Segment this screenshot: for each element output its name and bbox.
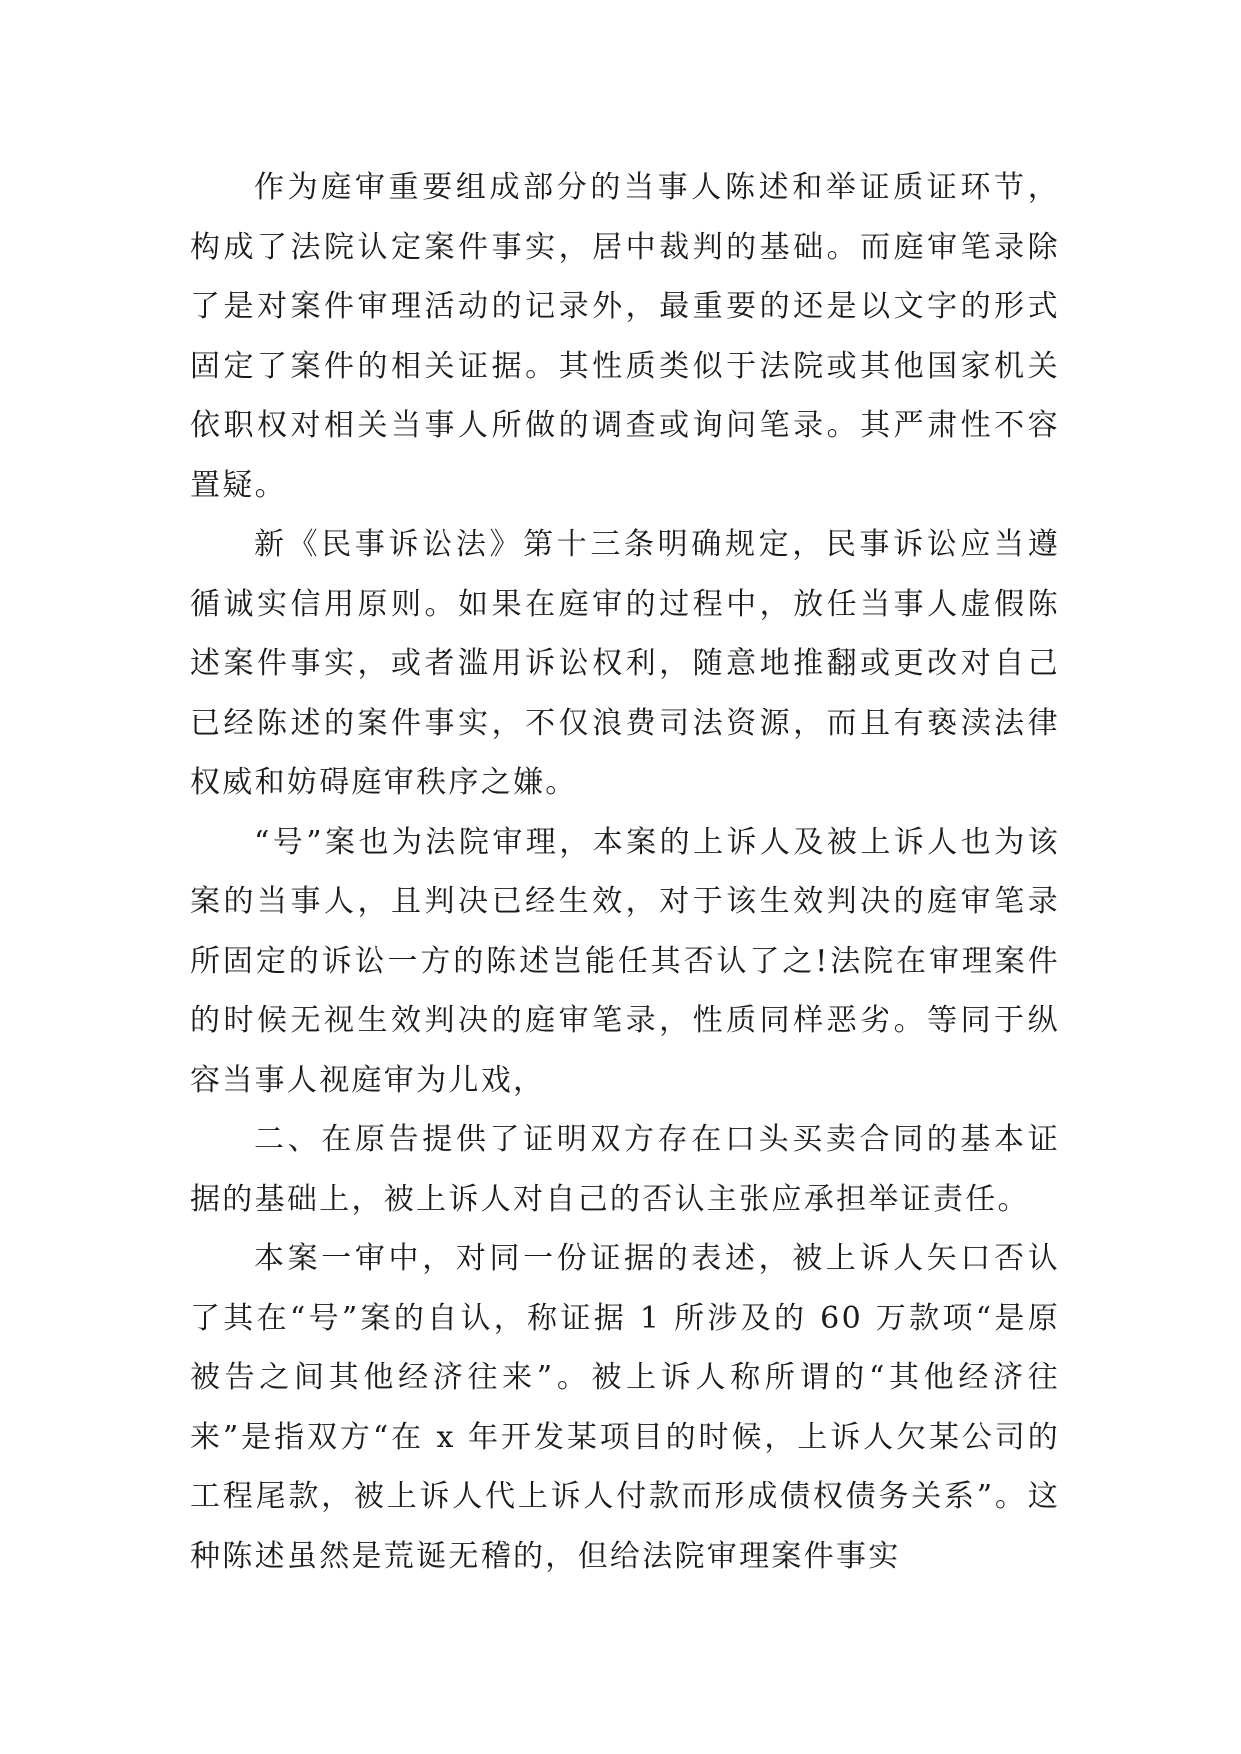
paragraph-civil-procedure-law: 新《民事诉讼法》第十三条明确规定，民事诉讼应当遵循诚实信用原则。如果在庭审的过程中，放任当事人虚假陈述案件事实，或者滥用诉讼权利，随意地推翻或更改对自己已经陈述的案件事实，不仅浪费司法资源，而且有亵渎法律权威和妨碍庭审秩序之嫌。: [190, 527, 1060, 800]
paragraph-prior-case: “号”案也为法院审理，本案的上诉人及被上诉人也为该案的当事人，且判决已经生效，对于该生效判决的庭审笔录所固定的诉讼一方的陈述岂能任其否认了之!法院在审理案件的时候无视生效判决的庭审笔录，性质同样恶劣。等同于纵容当事人视庭审为儿戏，: [190, 824, 1060, 1098]
paragraph-first-instance: 本案一审中，对同一份证据的表述，被上诉人矢口否认了其在“号”案的自认，称证据 1 所涉及的 60 万款项“是原被告之间其他经济往来”。被上诉人称所谓的“其他经济往来”是指双方“在 x 年开发某项目的时候，上诉人欠某公司的工程尾款，被上诉人代上诉人付款而形成债权债务关系”。这种陈述虽然是荒诞无稽的，但给法院审理案件事实: [190, 1241, 1060, 1574]
paragraph-section-two-heading: 二、在原告提供了证明双方存在口头买卖合同的基本证据的基础上，被上诉人对自己的否认主张应承担举证责任。: [190, 1122, 1060, 1217]
document-body: [190, 158, 1060, 1586]
paragraph-court-record: 作为庭审重要组成部分的当事人陈述和举证质证环节，构成了法院认定案件事实，居中裁判的基础。而庭审笔录除了是对案件审理活动的记录外，最重要的还是以文字的形式固定了案件的相关证据。其性质类似于法院或其他国家机关依职权对相关当事人所做的调查或询问笔录。其严肃性不容置疑。: [190, 170, 1060, 503]
